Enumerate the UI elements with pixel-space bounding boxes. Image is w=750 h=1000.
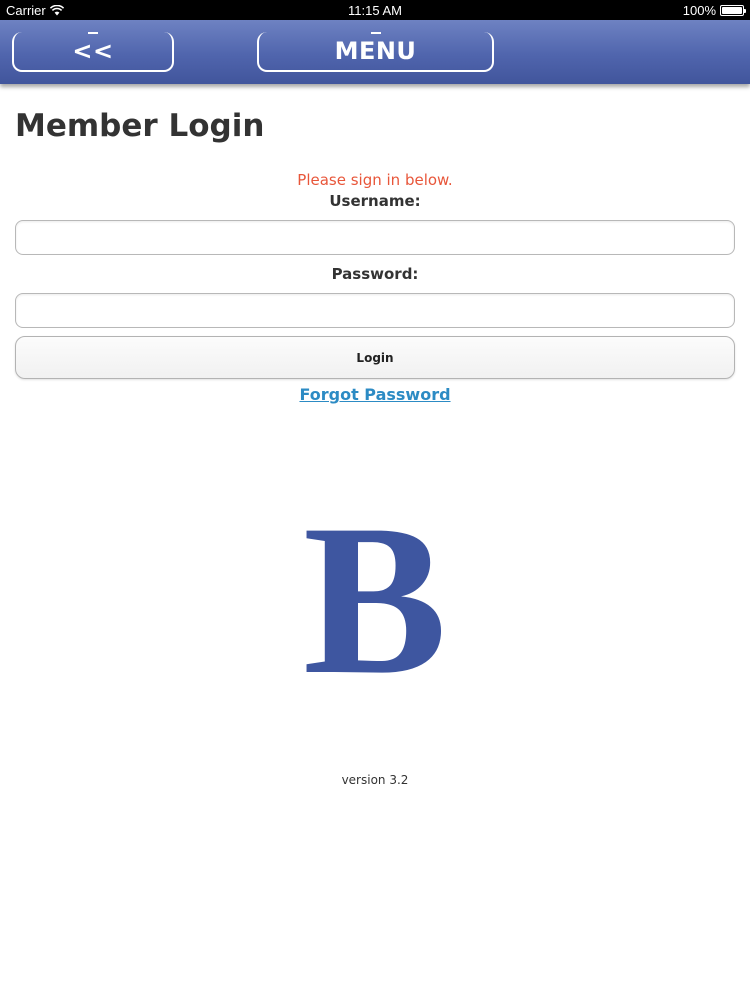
app-logo	[300, 480, 450, 719]
battery-icon	[720, 5, 744, 16]
username-input[interactable]	[15, 220, 735, 255]
menu-button[interactable]	[257, 32, 494, 72]
back-button[interactable]	[12, 32, 174, 72]
forgot-password-link[interactable]: Forgot Password	[299, 385, 451, 404]
battery-level-fill	[722, 7, 742, 14]
battery-percent: 100%	[682, 3, 716, 18]
battery-indicator	[683, 3, 744, 18]
status-time: 11:15 AM	[348, 3, 402, 18]
status-bar	[0, 0, 750, 20]
version-label: version 3.2	[341, 773, 409, 787]
password-input[interactable]	[15, 293, 735, 328]
menu-button-label: MENU	[334, 37, 417, 65]
signin-message: Please sign in below.	[297, 171, 453, 189]
carrier-label: Carrier	[6, 3, 46, 18]
logo-letter: B	[302, 480, 448, 719]
back-button-label: <<	[72, 37, 114, 65]
page-title: Member Login	[15, 108, 265, 144]
username-label: Username:	[329, 192, 421, 210]
login-button[interactable]: Login	[15, 336, 735, 379]
navigation-bar	[0, 20, 750, 84]
password-label: Password:	[331, 265, 419, 283]
